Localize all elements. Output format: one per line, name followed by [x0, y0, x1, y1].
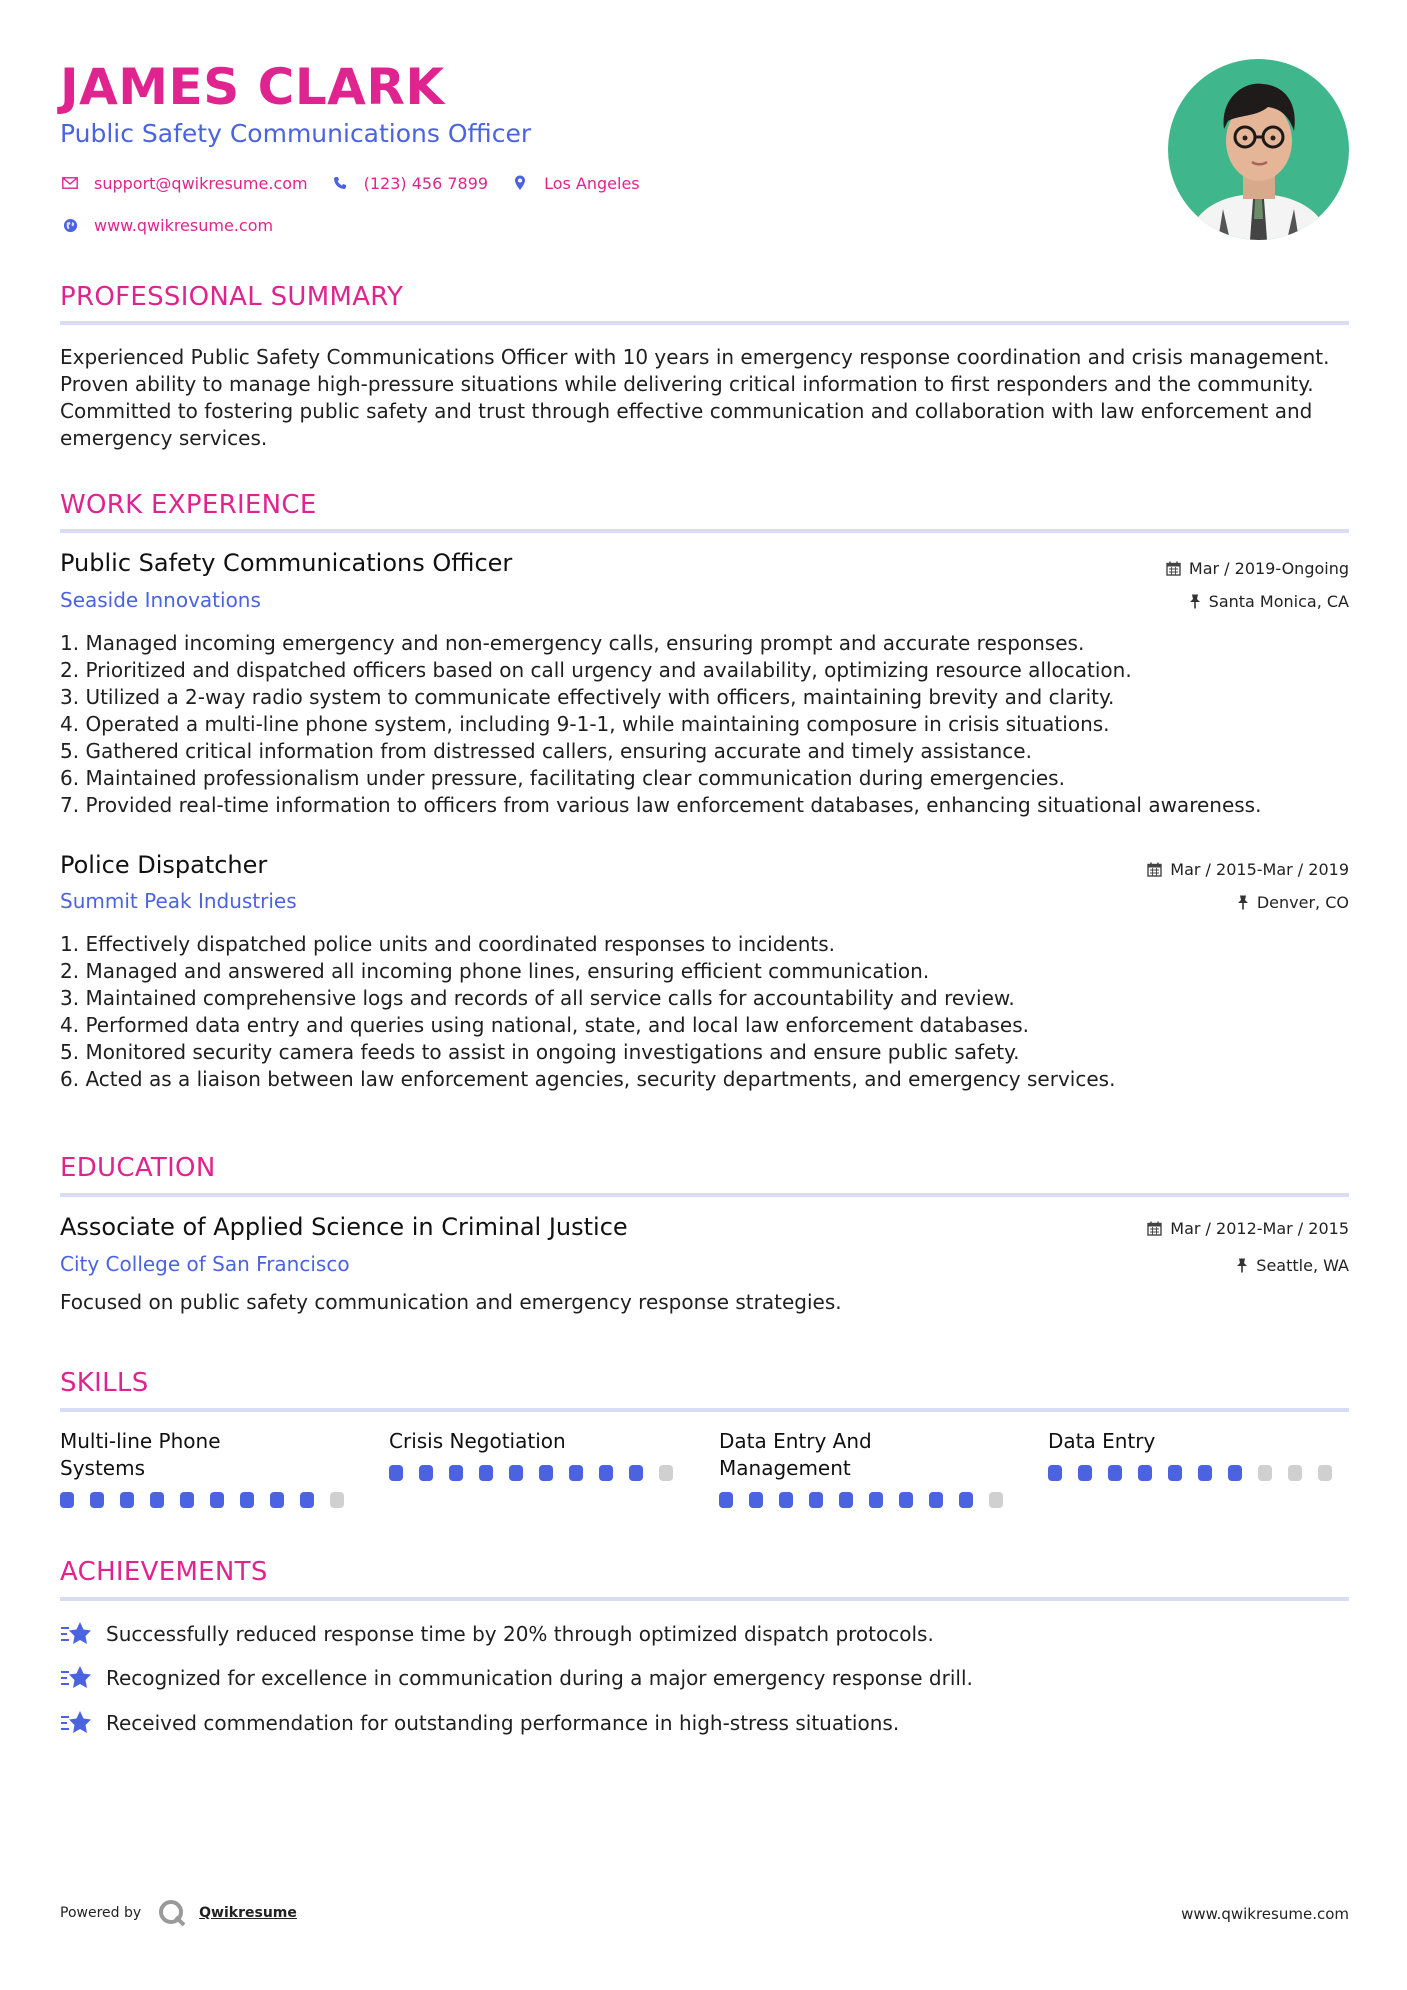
- skill-name: Data Entry: [1048, 1429, 1156, 1453]
- footer-powered-by: [60, 1898, 297, 1928]
- rating-dot-filled: [210, 1492, 224, 1508]
- map-pin-icon: [510, 173, 530, 193]
- rating-dot-filled: [1198, 1465, 1212, 1481]
- summary-text: Experienced Public Safety Communications Officer with 10 years in emergency response coordination and crisis management. Proven ability to manage high-pressure situations while delivering critical information to first responders and the community. Committed to fostering public safety and trust through effective communication and collaboration with law enforcement and emergency services.: [60, 345, 1330, 450]
- skill-item: [389, 1428, 689, 1481]
- contact-info: [60, 172, 662, 256]
- divider: [60, 529, 1349, 533]
- candidate-name: JAMES CLARK: [60, 58, 445, 116]
- list-item: 3. Maintained comprehensive logs and records of all service calls for accountability and review.: [60, 986, 1015, 1010]
- achievement-item: Received commendation for outstanding performance in high-stress situations.: [60, 1709, 899, 1737]
- skill-item: [1048, 1428, 1348, 1481]
- rating-dot-filled: [60, 1492, 74, 1508]
- skill-name: Data Entry And Management: [719, 1429, 872, 1480]
- school-name: City College of San Francisco: [60, 1252, 350, 1276]
- rating-dot-empty: [989, 1492, 1003, 1508]
- globe-icon: [60, 215, 80, 235]
- location-text: Los Angeles: [544, 173, 640, 193]
- list-item: 4. Performed data entry and queries using national, state, and local law enforcement databases.: [60, 1013, 1029, 1037]
- achievement-item: Successfully reduced response time by 20% through optimized dispatch protocols.: [60, 1620, 934, 1648]
- phone-text: (123) 456 7899: [363, 173, 489, 193]
- rating-dot-filled: [779, 1492, 793, 1508]
- job-location: Denver, CO: [1237, 893, 1349, 912]
- job-location: Santa Monica, CA: [1189, 592, 1349, 611]
- skill-rating: [1048, 1465, 1348, 1481]
- rating-dot-empty: [1318, 1465, 1332, 1481]
- rating-dot-filled: [479, 1465, 493, 1481]
- job-dates: Mar / 2015-Mar / 2019: [1147, 860, 1349, 879]
- list-item: 1. Managed incoming emergency and non-emergency calls, ensuring prompt and accurate responses.: [60, 631, 1085, 655]
- rating-dot-filled: [599, 1465, 613, 1481]
- star-icon: [60, 1709, 92, 1737]
- email-contact[interactable]: [60, 173, 308, 193]
- education-heading: EDUCATION: [60, 1153, 216, 1183]
- list-item: 4. Operated a multi-line phone system, including 9-1-1, while maintaining composure in crisis situations.: [60, 712, 1110, 736]
- rating-dot-filled: [959, 1492, 973, 1508]
- education-dates: Mar / 2012-Mar / 2015: [1147, 1219, 1349, 1238]
- rating-dot-filled: [749, 1492, 763, 1508]
- list-item: 6. Acted as a liaison between law enforcement agencies, security departments, and emergency services.: [60, 1067, 1116, 1091]
- powered-by-label: Powered by: [60, 1905, 142, 1921]
- list-item: 5. Monitored security camera feeds to assist in ongoing investigations and ensure public safety.: [60, 1040, 1020, 1064]
- rating-dot-filled: [839, 1492, 853, 1508]
- rating-dot-filled: [719, 1492, 733, 1508]
- pushpin-icon: [1236, 1258, 1248, 1273]
- rating-dot-filled: [1108, 1465, 1122, 1481]
- job-dates: Mar / 2019-Ongoing: [1166, 559, 1349, 578]
- rating-dot-filled: [90, 1492, 104, 1508]
- skill-rating: [60, 1492, 360, 1508]
- rating-dot-filled: [1168, 1465, 1182, 1481]
- rating-dot-filled: [1048, 1465, 1062, 1481]
- footer-url[interactable]: www.qwikresume.com: [1181, 1905, 1349, 1923]
- rating-dot-filled: [1078, 1465, 1092, 1481]
- envelope-icon: [60, 173, 80, 193]
- job-bullets: [60, 931, 1360, 1093]
- divider: [60, 1597, 1349, 1601]
- rating-dot-filled: [809, 1492, 823, 1508]
- calendar-icon: [1147, 1221, 1162, 1236]
- list-item: 6. Maintained professionalism under pressure, facilitating clear communication during emergencies.: [60, 766, 1065, 790]
- skill-name: Crisis Negotiation: [389, 1429, 566, 1453]
- candidate-title: Public Safety Communications Officer: [60, 119, 532, 148]
- calendar-icon: [1147, 862, 1162, 877]
- list-item: 2. Managed and answered all incoming phone lines, ensuring efficient communication.: [60, 959, 930, 983]
- experience-heading: WORK EXPERIENCE: [60, 490, 317, 520]
- rating-dot-filled: [389, 1465, 403, 1481]
- skill-item: [719, 1428, 1019, 1508]
- rating-dot-filled: [120, 1492, 134, 1508]
- phone-contact[interactable]: [330, 173, 488, 193]
- degree-title: Associate of Applied Science in Criminal Justice: [60, 1213, 628, 1241]
- rating-dot-filled: [270, 1492, 284, 1508]
- rating-dot-filled: [929, 1492, 943, 1508]
- education-description: Focused on public safety communication and emergency response strategies.: [60, 1290, 842, 1314]
- phone-icon: [330, 173, 350, 193]
- skill-rating: [719, 1492, 1019, 1508]
- rating-dot-filled: [1228, 1465, 1242, 1481]
- rating-dot-empty: [1258, 1465, 1272, 1481]
- summary-heading: PROFESSIONAL SUMMARY: [60, 282, 404, 312]
- job-title: Police Dispatcher: [60, 851, 268, 879]
- rating-dot-empty: [330, 1492, 344, 1508]
- skill-rating: [389, 1465, 689, 1481]
- company-name: Seaside Innovations: [60, 588, 261, 612]
- rating-dot-filled: [569, 1465, 583, 1481]
- achievements-heading: ACHIEVEMENTS: [60, 1557, 268, 1587]
- achievement-item: Recognized for excellence in communication during a major emergency response drill.: [60, 1664, 973, 1692]
- rating-dot-filled: [300, 1492, 314, 1508]
- pushpin-icon: [1237, 895, 1249, 910]
- pushpin-icon: [1189, 594, 1201, 609]
- brand-link[interactable]: Qwikresume: [199, 1905, 297, 1921]
- list-item: 1. Effectively dispatched police units and coordinated responses to incidents.: [60, 932, 836, 956]
- rating-dot-filled: [869, 1492, 883, 1508]
- star-icon: [60, 1620, 92, 1648]
- qwikresume-logo-icon: [157, 1898, 187, 1928]
- star-icon: [60, 1664, 92, 1692]
- rating-dot-filled: [509, 1465, 523, 1481]
- divider: [60, 1193, 1349, 1197]
- location-contact: [510, 173, 640, 193]
- website-contact[interactable]: [60, 215, 273, 235]
- rating-dot-filled: [180, 1492, 194, 1508]
- website-text: www.qwikresume.com: [94, 215, 274, 235]
- rating-dot-filled: [419, 1465, 433, 1481]
- rating-dot-empty: [659, 1465, 673, 1481]
- list-item: 5. Gathered critical information from distressed callers, ensuring accurate and timely assistance.: [60, 739, 1032, 763]
- list-item: 2. Prioritized and dispatched officers based on call urgency and availability, optimizing resource allocation.: [60, 658, 1132, 682]
- rating-dot-filled: [899, 1492, 913, 1508]
- rating-dot-filled: [449, 1465, 463, 1481]
- divider: [60, 1408, 1349, 1412]
- skill-name: Multi-line Phone Systems: [60, 1429, 221, 1480]
- skills-heading: SKILLS: [60, 1368, 149, 1398]
- list-item: 7. Provided real-time information to officers from various law enforcement databases, enhancing situational awareness.: [60, 793, 1262, 817]
- job-bullets: [60, 630, 1360, 819]
- profile-photo: [1168, 59, 1349, 240]
- company-name: Summit Peak Industries: [60, 889, 297, 913]
- divider: [60, 321, 1349, 325]
- calendar-icon: [1166, 561, 1181, 576]
- rating-dot-filled: [240, 1492, 254, 1508]
- list-item: 3. Utilized a 2-way radio system to communicate effectively with officers, maintaining brevity and clarity.: [60, 685, 1115, 709]
- rating-dot-filled: [629, 1465, 643, 1481]
- skill-item: [60, 1428, 360, 1508]
- education-location: Seattle, WA: [1236, 1256, 1349, 1275]
- rating-dot-filled: [150, 1492, 164, 1508]
- rating-dot-filled: [539, 1465, 553, 1481]
- job-title: Public Safety Communications Officer: [60, 549, 513, 577]
- rating-dot-filled: [1138, 1465, 1152, 1481]
- rating-dot-empty: [1288, 1465, 1302, 1481]
- email-text: support@qwikresume.com: [94, 173, 308, 193]
